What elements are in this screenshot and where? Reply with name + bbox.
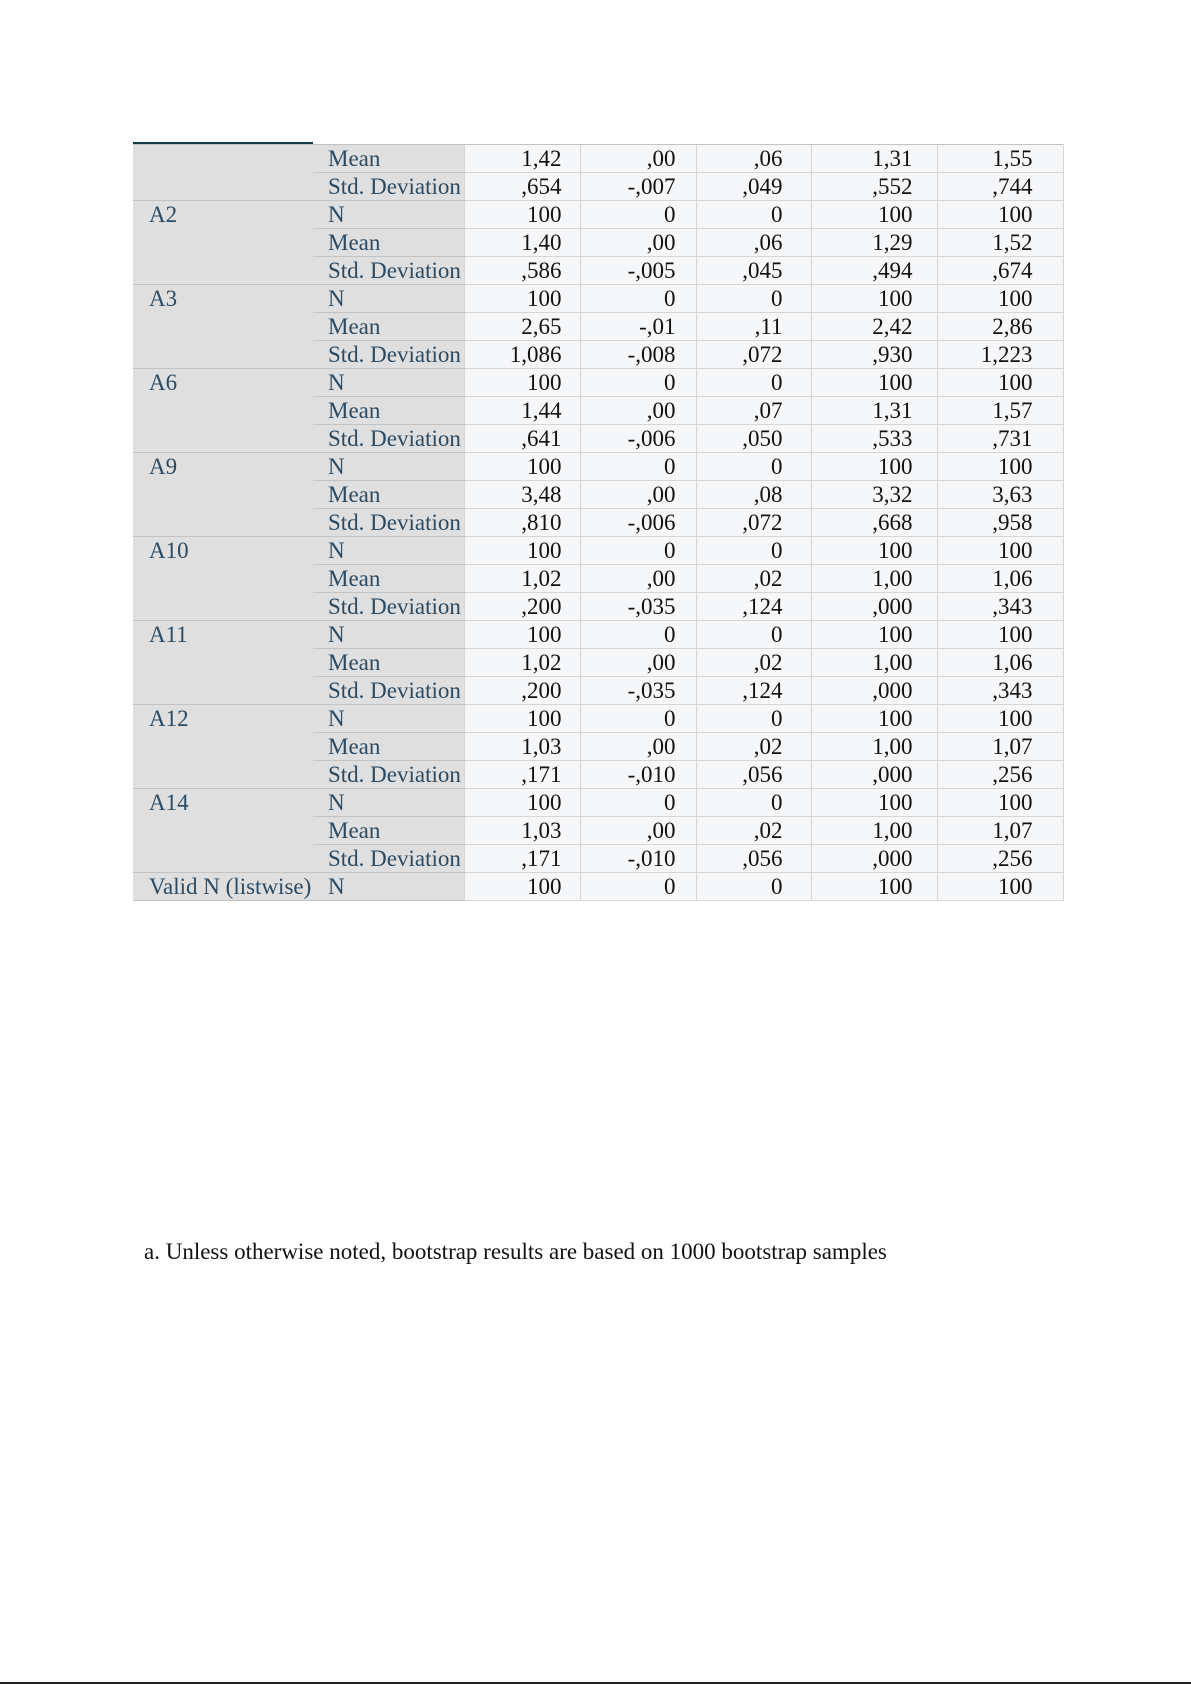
value-cell: 100 [811, 873, 937, 901]
value-cell: -,010 [580, 761, 696, 789]
value-cell: ,045 [696, 257, 811, 285]
value-cell: ,07 [696, 397, 811, 425]
value-cell: 1,03 [464, 733, 580, 761]
value-cell: ,06 [696, 145, 811, 173]
statistic-label: Std. Deviation [313, 509, 464, 537]
value-cell: 1,07 [937, 817, 1063, 845]
value-cell: ,124 [696, 593, 811, 621]
value-cell: ,06 [696, 229, 811, 257]
statistic-label: Mean [313, 397, 464, 425]
value-cell: 100 [464, 621, 580, 649]
value-cell: ,810 [464, 509, 580, 537]
value-cell: ,000 [811, 677, 937, 705]
value-cell: 2,65 [464, 313, 580, 341]
value-cell: ,00 [580, 229, 696, 257]
table-row [133, 369, 1063, 397]
value-cell: 100 [937, 285, 1063, 313]
value-cell: ,494 [811, 257, 937, 285]
value-cell: ,124 [696, 677, 811, 705]
value-cell: ,586 [464, 257, 580, 285]
statistic-label: N [313, 789, 464, 817]
value-cell: ,744 [937, 173, 1063, 201]
value-cell: ,02 [696, 649, 811, 677]
value-cell: 1,42 [464, 145, 580, 173]
statistic-label: N [313, 369, 464, 397]
variable-label: A2 [133, 201, 313, 285]
value-cell: ,930 [811, 341, 937, 369]
value-cell: 0 [696, 369, 811, 397]
value-cell: 100 [811, 369, 937, 397]
value-cell: ,200 [464, 593, 580, 621]
value-cell: 0 [696, 537, 811, 565]
value-cell: ,00 [580, 397, 696, 425]
value-cell: ,049 [696, 173, 811, 201]
statistic-label: Mean [313, 817, 464, 845]
value-cell: ,171 [464, 845, 580, 873]
statistic-label: Std. Deviation [313, 761, 464, 789]
variable-label: A6 [133, 369, 313, 453]
value-cell: 1,31 [811, 145, 937, 173]
table-row [133, 285, 1063, 313]
value-cell: 100 [937, 201, 1063, 229]
value-cell: ,343 [937, 593, 1063, 621]
statistic-label: N [313, 453, 464, 481]
value-cell: 1,02 [464, 649, 580, 677]
variable-label: A9 [133, 453, 313, 537]
table-row [133, 201, 1063, 229]
value-cell: ,654 [464, 173, 580, 201]
value-cell: 100 [464, 705, 580, 733]
table-row [133, 145, 1063, 173]
value-cell: 1,02 [464, 565, 580, 593]
statistic-label: Std. Deviation [313, 257, 464, 285]
value-cell: ,00 [580, 649, 696, 677]
table-row [133, 453, 1063, 481]
value-cell: 100 [464, 789, 580, 817]
value-cell: ,000 [811, 593, 937, 621]
value-cell: ,200 [464, 677, 580, 705]
value-cell: ,00 [580, 145, 696, 173]
value-cell: ,641 [464, 425, 580, 453]
value-cell: 0 [696, 873, 811, 901]
variable-label: A11 [133, 621, 313, 705]
value-cell: 0 [580, 705, 696, 733]
table-row [133, 789, 1063, 817]
value-cell: -,008 [580, 341, 696, 369]
value-cell: 100 [937, 453, 1063, 481]
value-cell: ,343 [937, 677, 1063, 705]
value-cell: 100 [811, 453, 937, 481]
statistic-label: Mean [313, 313, 464, 341]
statistic-label: N [313, 621, 464, 649]
value-cell: ,056 [696, 845, 811, 873]
variable-label [133, 145, 313, 201]
value-cell: 1,03 [464, 817, 580, 845]
value-cell: 100 [937, 705, 1063, 733]
value-cell: 0 [696, 201, 811, 229]
value-cell: 0 [580, 873, 696, 901]
statistic-label: Std. Deviation [313, 593, 464, 621]
statistic-label: Std. Deviation [313, 341, 464, 369]
value-cell: ,000 [811, 761, 937, 789]
value-cell: 100 [811, 285, 937, 313]
statistic-label: N [313, 537, 464, 565]
statistic-label: Mean [313, 733, 464, 761]
value-cell: 2,42 [811, 313, 937, 341]
statistic-label: Mean [313, 565, 464, 593]
value-cell: ,958 [937, 509, 1063, 537]
value-cell: ,668 [811, 509, 937, 537]
value-cell: ,256 [937, 761, 1063, 789]
value-cell: ,02 [696, 565, 811, 593]
table-row [133, 621, 1063, 649]
value-cell: 0 [696, 621, 811, 649]
value-cell: 1,00 [811, 817, 937, 845]
value-cell: ,552 [811, 173, 937, 201]
value-cell: ,00 [580, 565, 696, 593]
value-cell: 100 [811, 201, 937, 229]
variable-label: A3 [133, 285, 313, 369]
value-cell: 3,32 [811, 481, 937, 509]
table-row [133, 537, 1063, 565]
value-cell: ,050 [696, 425, 811, 453]
value-cell: ,056 [696, 761, 811, 789]
value-cell: 100 [464, 537, 580, 565]
value-cell: 0 [696, 453, 811, 481]
value-cell: 1,57 [937, 397, 1063, 425]
variable-label: Valid N (listwise) [133, 873, 313, 901]
value-cell: 0 [580, 285, 696, 313]
value-cell: 100 [811, 621, 937, 649]
value-cell: 1,06 [937, 565, 1063, 593]
descriptive-statistics-bootstrap-table [133, 144, 1064, 901]
value-cell: 1,223 [937, 341, 1063, 369]
value-cell: 0 [580, 789, 696, 817]
statistic-label: Std. Deviation [313, 845, 464, 873]
value-cell: 0 [580, 537, 696, 565]
value-cell: 1,31 [811, 397, 937, 425]
value-cell: 1,52 [937, 229, 1063, 257]
statistic-label: Mean [313, 481, 464, 509]
value-cell: 1,00 [811, 565, 937, 593]
value-cell: 100 [464, 201, 580, 229]
value-cell: 100 [464, 873, 580, 901]
value-cell: -,010 [580, 845, 696, 873]
value-cell: ,072 [696, 341, 811, 369]
value-cell: -,006 [580, 425, 696, 453]
value-cell: 1,29 [811, 229, 937, 257]
value-cell: -,005 [580, 257, 696, 285]
statistic-label: Std. Deviation [313, 425, 464, 453]
value-cell: 100 [937, 537, 1063, 565]
statistic-label: N [313, 705, 464, 733]
table-footnote: a. Unless otherwise noted, bootstrap results are based on 1000 bootstrap samples [144, 1239, 887, 1264]
value-cell: ,072 [696, 509, 811, 537]
value-cell: ,02 [696, 817, 811, 845]
value-cell: 1,07 [937, 733, 1063, 761]
statistic-label: N [313, 873, 464, 901]
value-cell: 1,086 [464, 341, 580, 369]
statistic-label: Std. Deviation [313, 677, 464, 705]
page-bottom-rule [0, 1682, 1191, 1684]
value-cell: 100 [811, 789, 937, 817]
value-cell: 0 [580, 201, 696, 229]
statistic-label: N [313, 285, 464, 313]
table-row [133, 873, 1063, 901]
value-cell: ,731 [937, 425, 1063, 453]
value-cell: ,000 [811, 845, 937, 873]
value-cell: 0 [696, 789, 811, 817]
value-cell: 1,00 [811, 649, 937, 677]
value-cell: -,035 [580, 677, 696, 705]
value-cell: ,00 [580, 481, 696, 509]
value-cell: 3,63 [937, 481, 1063, 509]
table-row [133, 705, 1063, 733]
value-cell: ,674 [937, 257, 1063, 285]
statistic-label: Mean [313, 229, 464, 257]
value-cell: 2,86 [937, 313, 1063, 341]
variable-label: A10 [133, 537, 313, 621]
value-cell: ,02 [696, 733, 811, 761]
variable-label: A12 [133, 705, 313, 789]
value-cell: ,00 [580, 733, 696, 761]
statistic-label: Mean [313, 145, 464, 173]
value-cell: 0 [696, 705, 811, 733]
value-cell: 0 [696, 285, 811, 313]
value-cell: -,007 [580, 173, 696, 201]
value-cell: 1,55 [937, 145, 1063, 173]
value-cell: 3,48 [464, 481, 580, 509]
value-cell: 1,40 [464, 229, 580, 257]
value-cell: 100 [811, 537, 937, 565]
value-cell: 0 [580, 453, 696, 481]
value-cell: ,08 [696, 481, 811, 509]
value-cell: ,533 [811, 425, 937, 453]
value-cell: 100 [464, 285, 580, 313]
value-cell: -,01 [580, 313, 696, 341]
value-cell: 100 [464, 453, 580, 481]
statistic-label: Mean [313, 649, 464, 677]
table-body [133, 145, 1063, 901]
statistic-label: Std. Deviation [313, 173, 464, 201]
value-cell: 100 [464, 369, 580, 397]
value-cell: 0 [580, 621, 696, 649]
value-cell: ,11 [696, 313, 811, 341]
value-cell: 1,44 [464, 397, 580, 425]
variable-label: A14 [133, 789, 313, 873]
value-cell: 1,06 [937, 649, 1063, 677]
value-cell: ,171 [464, 761, 580, 789]
value-cell: 100 [937, 789, 1063, 817]
value-cell: ,00 [580, 817, 696, 845]
value-cell: 1,00 [811, 733, 937, 761]
value-cell: -,035 [580, 593, 696, 621]
value-cell: ,256 [937, 845, 1063, 873]
value-cell: -,006 [580, 509, 696, 537]
value-cell: 100 [937, 369, 1063, 397]
value-cell: 100 [937, 873, 1063, 901]
value-cell: 100 [937, 621, 1063, 649]
value-cell: 0 [580, 369, 696, 397]
value-cell: 100 [811, 705, 937, 733]
statistic-label: N [313, 201, 464, 229]
